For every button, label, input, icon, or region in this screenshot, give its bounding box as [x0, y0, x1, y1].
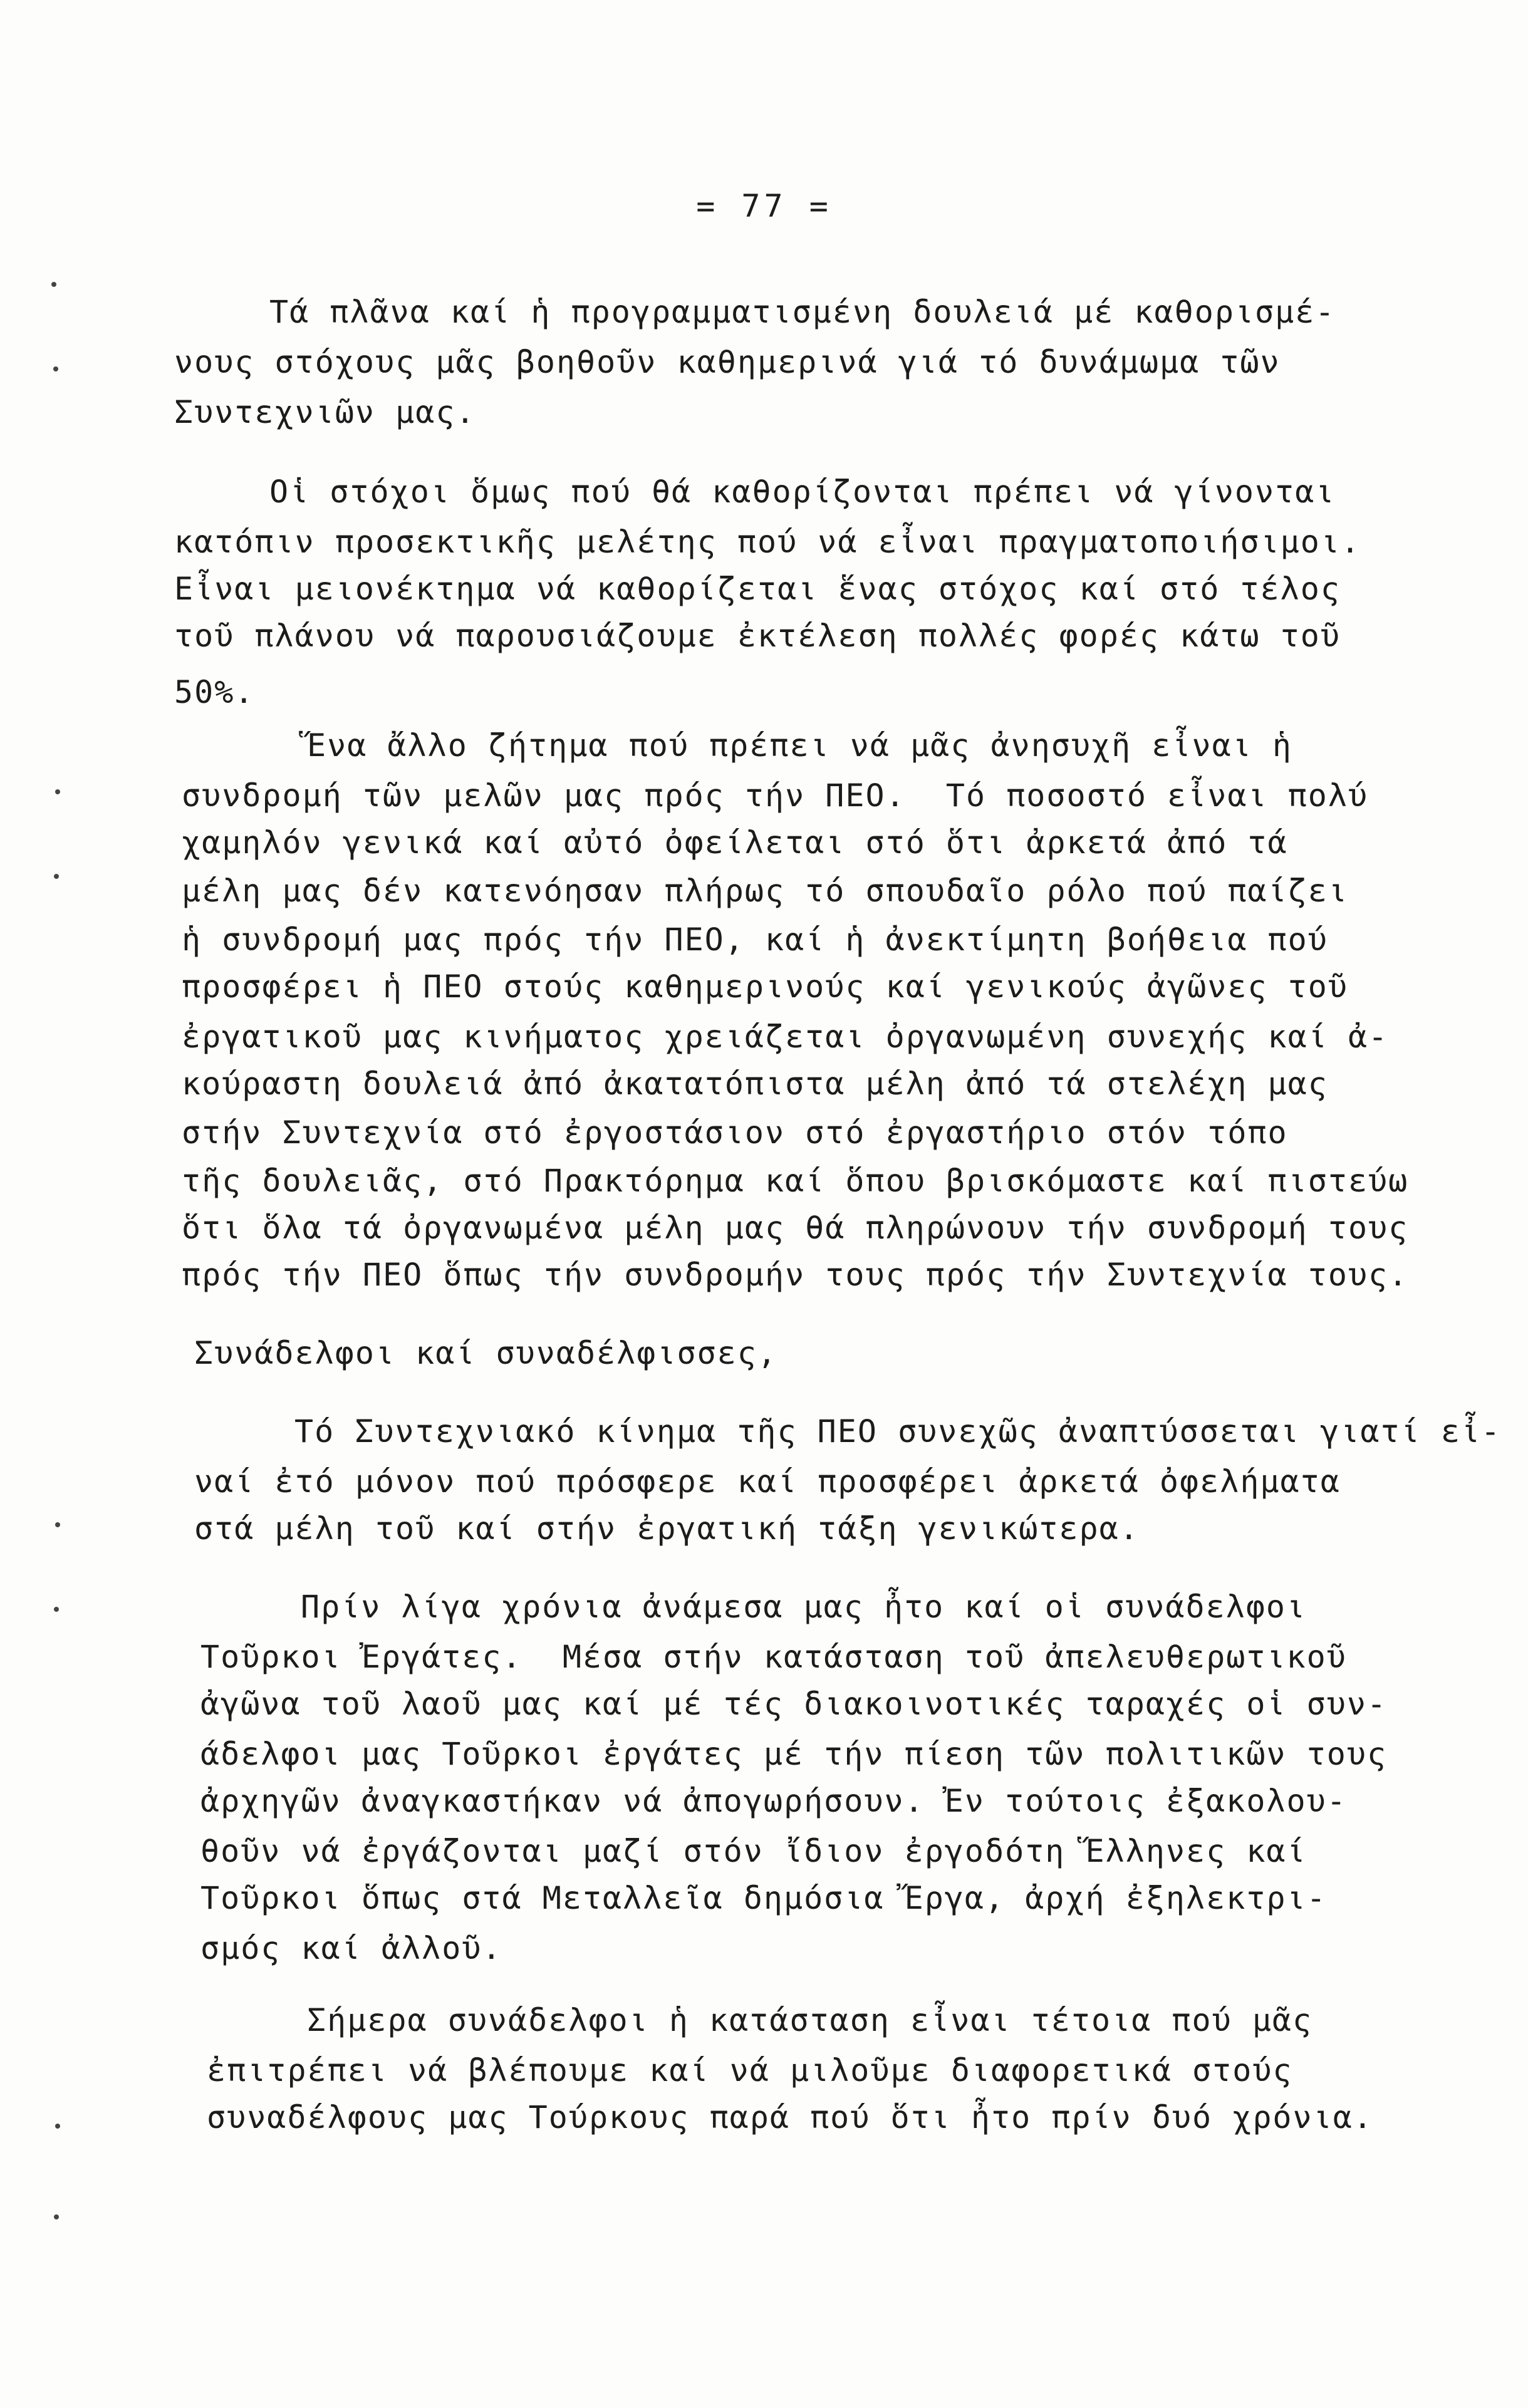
text-line: ὅτι ὅλα τά ὀργανωμένα μέλη μας θά πληρώνουν τήν συνδρομή τους: [182, 1210, 1409, 1246]
text-line: νους στόχους μᾶς βοηθοῦν καθημερινά γιά τό δυνάμωμα τῶν: [174, 344, 1281, 380]
text-line: θοῦν νά ἐργάζονται μαζί στόν ἴδιον ἐργοδότη Ἕλληνες καί: [200, 1833, 1307, 1869]
text-line: πρός τήν ΠΕΟ ὅπως τήν συνδρομήν τους πρός τήν Συντεχνία τους.: [182, 1257, 1409, 1293]
text-line: άδελφοι μας Τοῦρκοι ἐργάτες μέ τήν πίεση τῶν πολιτικῶν τους: [200, 1736, 1388, 1772]
text-line: Τοῦρκοι ὅπως στά Μεταλλεῖα δημόσια Ἔργα, ἀρχή ἐξηλεκτρι-: [200, 1880, 1327, 1916]
text-line: Τοῦρκοι Ἐργάτες. Μέσα στήν κατάσταση τοῦ ἀπελευθερωτικοῦ: [200, 1639, 1347, 1675]
text-line: Πρίν λίγα χρόνια ἀνάμεσα μας ἦτο καί οἱ συνάδελφοι: [301, 1589, 1307, 1625]
margin-speck: [54, 2214, 59, 2219]
text-line: τοῦ πλάνου νά παρουσιάζουμε ἐκτέλεση πολλές φορές κάτω τοῦ: [174, 618, 1341, 654]
margin-speck: [51, 282, 56, 287]
margin-speck: [54, 1607, 59, 1612]
margin-speck: [53, 366, 58, 371]
text-line: Σήμερα συνάδελφοι ἡ κατάσταση εἶναι τέτοια πού μᾶς: [307, 2002, 1313, 2038]
text-line: κούραστη δουλειά ἀπό ἀκατατόπιστα μέλη ἀπό τά στελέχη μας: [182, 1066, 1328, 1102]
text-line: Ἕνα ἄλλο ζήτημα πού πρέπει νά μᾶς ἀνησυχῆ εἶναι ἡ: [307, 727, 1293, 764]
margin-speck: [55, 789, 60, 794]
text-line: στήν Συντεχνία στό ἐργοστάσιον στό ἐργαστήριο στόν τόπο: [182, 1114, 1288, 1151]
text-line: Εἶναι μειονέκτημα νά καθορίζεται ἕνας στόχος καί στό τέλος: [174, 571, 1341, 607]
text-line: Τά πλᾶνα καί ἡ προγραμματισμένη δουλειά μέ καθορισμέ-: [269, 294, 1336, 330]
text-line: τῆς δουλειᾶς, στό Πρακτόρημα καί ὅπου βρισκόμαστε καί πιστεύω: [182, 1163, 1409, 1199]
text-line: χαμηλόν γενικά καί αὐτό ὀφείλεται στό ὅτι ἀρκετά ἀπό τά: [182, 824, 1288, 861]
margin-speck: [55, 1522, 60, 1527]
text-line: 50%.: [174, 674, 255, 710]
text-line: μέλη μας δέν κατενόησαν πλήρως τό σπουδαῖο ρόλο πού παίζει: [182, 873, 1348, 909]
text-line: Συντεχνιῶν μας.: [174, 394, 476, 430]
text-line: κατόπιν προσεκτικῆς μελέτης πού νά εἶναι πραγματοποιήσιμοι.: [174, 524, 1361, 560]
text-line: ἐργατικοῦ μας κινήματος χρειάζεται ὀργανωμένη συνεχής καί ἀ-: [182, 1019, 1389, 1055]
margin-speck: [54, 874, 59, 879]
text-line: ἐπιτρέπει νά βλέπουμε καί νά μιλοῦμε διαφορετικά στούς: [207, 2052, 1293, 2089]
salutation-line: Συνάδελφοι καί συναδέλφισσες,: [194, 1335, 777, 1371]
text-line: προσφέρει ἡ ΠΕΟ στούς καθημερινούς καί γενικούς ἀγῶνες τοῦ: [182, 968, 1348, 1005]
text-line: στά μέλη τοῦ καί στήν ἐργατική τάξη γενικώτερα.: [194, 1510, 1140, 1547]
text-line: ἡ συνδρομή μας πρός τήν ΠΕΟ, καί ἡ ἀνεκτίμητη βοήθεια πού: [182, 921, 1328, 958]
text-line: συνδρομή τῶν μελῶν μας πρός τήν ΠΕΟ. Τό ποσοστό εἶναι πολύ: [182, 777, 1369, 814]
text-line: συναδέλφους μας Τούρκους παρά πού ὅτι ἦτο πρίν δυό χρόνια.: [207, 2099, 1373, 2136]
page-number: = 77 =: [696, 188, 832, 224]
text-line: Τό Συντεχνιακό κίνημα τῆς ΠΕΟ συνεχῶς ἀναπτύσσεται γιατί εἶ-: [294, 1413, 1502, 1450]
text-line: ἀρχηγῶν ἀναγκαστήκαν νά ἀπογωρήσουν. Ἐν τούτοις ἐξακολου-: [200, 1783, 1347, 1819]
text-line: σμός καί ἀλλοῦ.: [200, 1930, 502, 1966]
margin-speck: [55, 2124, 60, 2129]
text-line: ἀγῶνα τοῦ λαοῦ μας καί μέ τές διακοινοτικές ταραχές οἱ συν-: [200, 1686, 1388, 1722]
text-line: ναί ἐτό μόνον πού πρόσφερε καί προσφέρει ἀρκετά ὀφελήματα: [194, 1463, 1341, 1500]
text-line: Οἱ στόχοι ὅμως πού θά καθορίζονται πρέπει νά γίνονται: [269, 474, 1336, 510]
